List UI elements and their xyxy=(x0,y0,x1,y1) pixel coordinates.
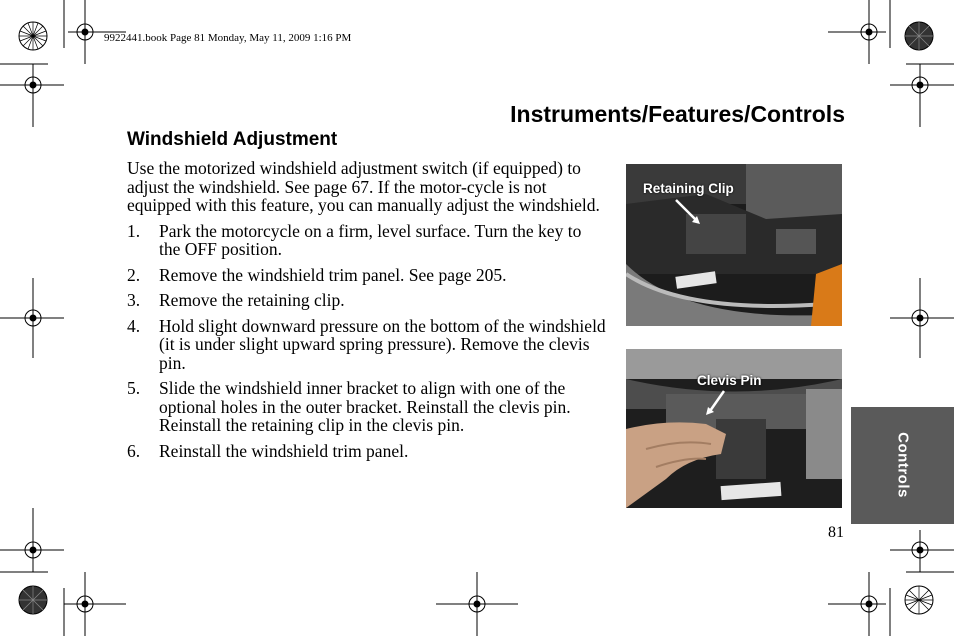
crosshair-icon xyxy=(828,0,886,64)
print-header: 9922441.book Page 81 Monday, May 11, 2009 1:16 PM xyxy=(104,32,352,44)
side-tab xyxy=(851,407,954,524)
crosshair-icon xyxy=(890,278,954,358)
registration-star-icon xyxy=(905,586,933,614)
list-item: 2. Remove the windshield trim panel. See page 205. xyxy=(127,264,507,285)
steps-list xyxy=(127,222,607,461)
crosshair-icon xyxy=(890,530,954,572)
subsection-title: Windshield Adjustment xyxy=(127,129,338,150)
crosshair-icon xyxy=(64,572,126,636)
crosshair-icon xyxy=(436,572,518,636)
crosshair-icon xyxy=(0,508,64,572)
retaining-clip-label: Retaining Clip xyxy=(643,181,734,196)
list-item: 5. Slide the windshield inner bracket to align with one of the optional holes in the outer bracket. Reinstall the clevis pin. Reinstall the retaining clip in the clevis pin. xyxy=(127,378,571,435)
registration-star-icon xyxy=(19,22,47,50)
registration-star-icon xyxy=(905,22,933,50)
retaining-clip-photo xyxy=(626,164,842,326)
registration-star-icon xyxy=(19,586,47,614)
section-title: Instruments/Features/Controls xyxy=(510,101,845,127)
list-item: 3. Remove the retaining clip. xyxy=(127,290,345,310)
body-text xyxy=(127,159,607,467)
crosshair-icon xyxy=(828,572,886,636)
clevis-pin-photo xyxy=(626,349,842,508)
intro-paragraph: Use the motorized windshield adjustment switch (if equipped) to adjust the windshield. See page 67. If the motor-cycle is not equipped with this feature, you can manually adjust the windshield. xyxy=(127,158,600,215)
crosshair-icon xyxy=(0,64,64,127)
side-tab-label: Controls xyxy=(894,432,912,498)
clevis-pin-label: Clevis Pin xyxy=(697,373,762,388)
list-item: 1. Park the motorcycle on a firm, level surface. Turn the key to the OFF position. xyxy=(127,220,582,259)
page-number: 81 xyxy=(828,524,844,541)
crosshair-icon xyxy=(890,64,954,127)
crosshair-icon xyxy=(0,278,64,358)
list-item: 6. Reinstall the windshield trim panel. xyxy=(127,440,409,461)
list-item: 4. Hold slight downward pressure on the bottom of the windshield (it is under slight upward spring pressure). Remove the clevis pin. xyxy=(127,315,606,373)
